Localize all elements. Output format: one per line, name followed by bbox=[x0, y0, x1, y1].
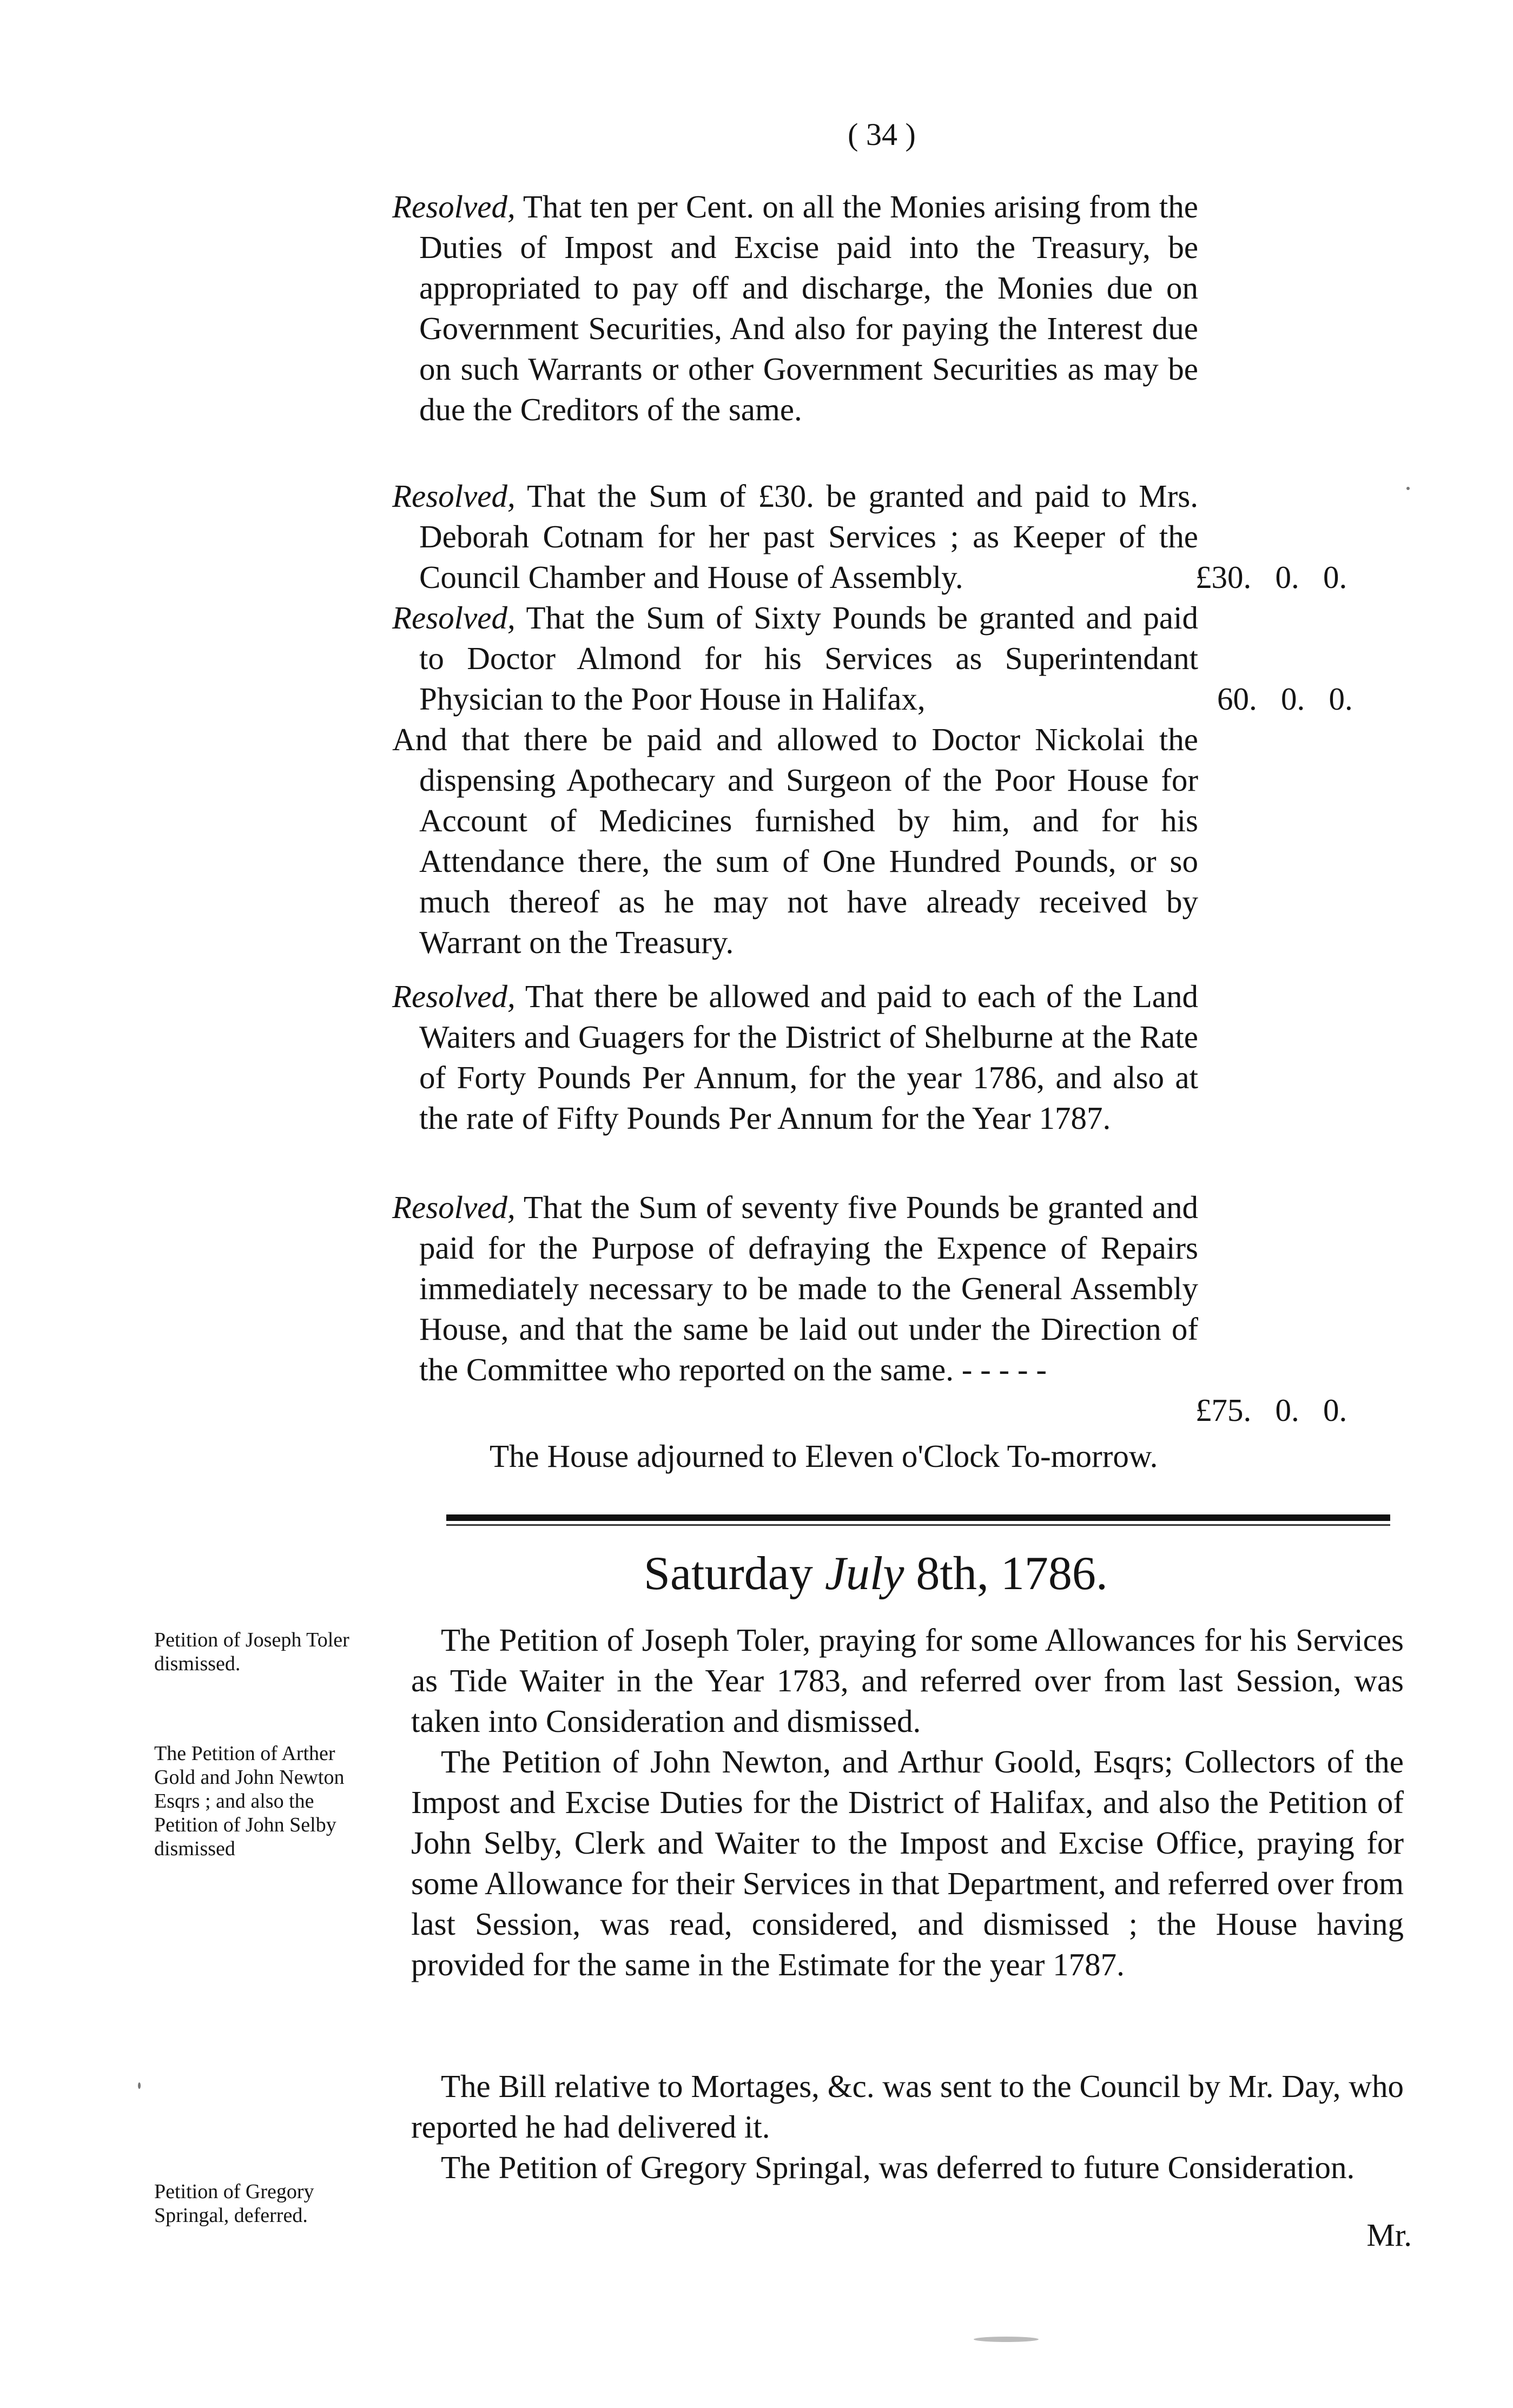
resolution-text: That the Sum of Sixty Pounds be granted and paid to Doctor Almond for his Services as Superintendant Physician to the Poor House in Halifax, bbox=[419, 600, 1198, 717]
resolution-shelburne bbox=[392, 976, 1198, 1139]
resolution-lead: Resolved, bbox=[392, 478, 516, 514]
date-rest: 8th, 1786. bbox=[916, 1547, 1108, 1600]
resolution-text: that there be paid and allowed to Doctor Nickolai the dispensing Apothecary and Surgeon of the Poor House for Account of Medicines furnished by him, and for his Attendance there, the sum of One Hundred Pounds, or so much thereof as he may not have already received by Warrant on the Treasury. bbox=[419, 722, 1198, 960]
resolution-text: That there be allowed and paid to each of the Land Waiters and Guagers for the District of Shelburne at the Rate of Forty Pounds Per Annum, for the year 1786, and also at the rate of Fifty Pounds Per Annum for the Year 1787. bbox=[419, 978, 1198, 1136]
entry-mortages-bill: The Bill relative to Mortages, &c. was sent to the Council by Mr. Day, who reported he had delivered it. bbox=[411, 2068, 1404, 2145]
resolution-lead: And bbox=[392, 722, 447, 757]
resolution-lead: Resolved, bbox=[392, 978, 516, 1014]
resolution-almond bbox=[392, 598, 1198, 719]
section-rule bbox=[446, 1514, 1390, 1521]
resolution-lead: Resolved, bbox=[392, 600, 516, 636]
margin-note-springal: Petition of Gregory Springal, deferred. bbox=[154, 2180, 314, 2227]
resolution-cotnam bbox=[392, 476, 1198, 598]
resolution-lead: Resolved, bbox=[392, 189, 516, 224]
resolution-ten-per-cent bbox=[392, 187, 1198, 430]
adjournment-line: The House adjourned to Eleven o'Clock To-morrow. bbox=[490, 1438, 1158, 1474]
date-day: Saturday bbox=[644, 1547, 813, 1600]
amount-almond: 60. 0. 0. bbox=[1217, 681, 1353, 717]
resolution-text: That the Sum of seventy five Pounds be granted and paid for the Purpose of defraying the Expence of Repairs immediately necessary to be made to the General Assembly House, and that the same be laid out under the Direction of the Committee who reported on the same. - - - - - bbox=[419, 1189, 1198, 1387]
entry-newton-goold: The Petition of John Newton, and Arthur Goold, Esqrs; Collectors of the Impost and Excise Duties for the District of Halifax, and also the Petition of John Selby, Clerk and Waiter to the Impost and Excise Office, praying for some Allowance for their Services in that Department, and referred over from last Session, was read, considered, and dismissed ; the House having provided for the same in the Estimate for the year 1787. bbox=[411, 1744, 1404, 1982]
resolution-repairs bbox=[392, 1187, 1198, 1390]
margin-note-toler: Petition of Joseph Toler dismissed. bbox=[154, 1629, 349, 1675]
scan-speck bbox=[974, 2337, 1039, 2342]
amount-repairs: £75. 0. 0. bbox=[1195, 1392, 1347, 1428]
page-number: ( 34 ) bbox=[848, 117, 916, 152]
scan-speck bbox=[1406, 487, 1410, 490]
scan-speck bbox=[138, 2082, 141, 2089]
resolution-text: That ten per Cent. on all the Monies arising from the Duties of Impost and Excise paid into the Treasury, be appropriated to pay off and discharge, the Monies due on Government Securities, And also for paying the Interest due on such Warrants or other Government Securities as may be due the Creditors of the same. bbox=[419, 189, 1198, 427]
section-rule-thin bbox=[446, 1524, 1390, 1526]
session-date-heading bbox=[644, 1547, 1185, 1601]
entry-springal: The Petition of Gregory Springal, was deferred to future Consideration. bbox=[441, 2149, 1355, 2185]
margin-note-newton-goold: The Petition of Arther Gold and John Newton Esqrs ; and also the Petition of John Selby dismissed bbox=[154, 1742, 345, 1860]
catchword: Mr. bbox=[1366, 2217, 1412, 2253]
resolution-nickolai bbox=[392, 719, 1198, 963]
resolution-lead: Resolved, bbox=[392, 1189, 516, 1225]
resolution-text: That the Sum of £30. be granted and paid to Mrs. Deborah Cotnam for her past Services ; as Keeper of the Council Chamber and House of Assembly. bbox=[419, 478, 1198, 595]
amount-cotnam: £30. 0. 0. bbox=[1195, 559, 1347, 595]
date-month: July bbox=[824, 1547, 904, 1600]
entry-toler: The Petition of Joseph Toler, praying for some Allowances for his Services as Tide Waiter in the Year 1783, and referred over from last Session, was taken into Consideration and dismissed. bbox=[411, 1622, 1404, 1739]
